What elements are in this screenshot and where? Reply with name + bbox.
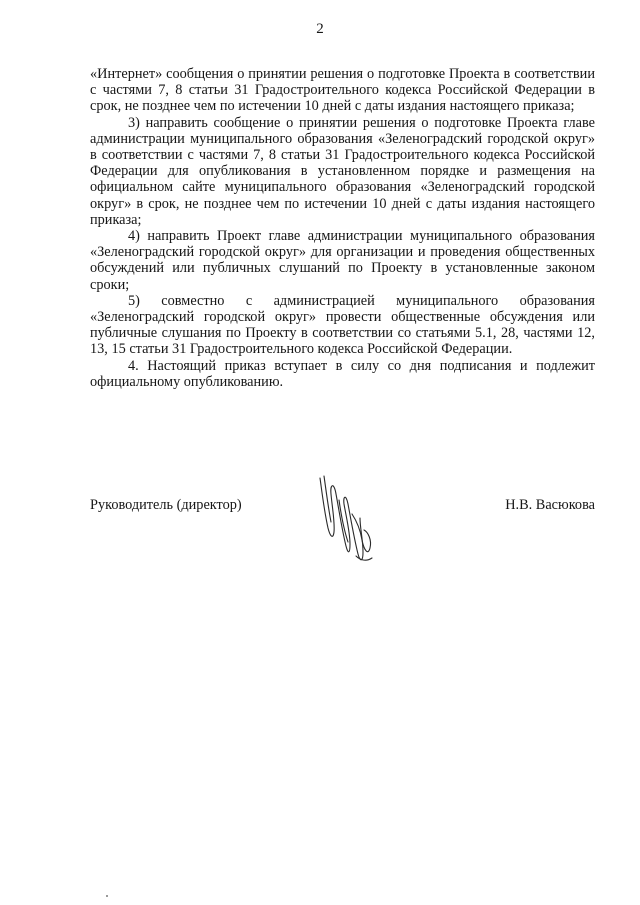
paragraph-clause-4: 4. Настоящий приказ вступает в силу со дня подписания и подлежит официальному опубликованию. bbox=[90, 357, 595, 390]
document-body bbox=[90, 66, 595, 390]
paragraph-item-4: 4) направить Проект главе администрации муниципального образования «Зеленоградский городской округ» для организации и проведения общественных обсуждений или публичных слушаний по Проекту в установленные законом сроки; bbox=[90, 228, 595, 293]
paragraph-item-5: 5) совместно с администрацией муниципального образования «Зеленоградский городской округ» провести общественные обсуждения или публичные слушания по Проекту в соответствии со статьями 5.1, 28, частями 12, 13, 15 статьи 31 Градостроительного кодекса Российской Федерации. bbox=[90, 292, 595, 358]
signatory-name: Н.В. Васюкова bbox=[505, 497, 595, 513]
scan-speck bbox=[106, 895, 108, 897]
paragraph-item-3: 3) направить сообщение о принятии решения о подготовке Проекта главе администрации муниципального образования «Зеленоградский городской округ» в соответствии с частями 7, 8 статьи 31 Градостроительного кодекса Российской Федерации для опубликования в установленном порядке и размещения на официальном сайте муниципального образования «Зеленоградский городской округ» в срок, не позднее чем по истечении 10 дней с даты издания настоящего приказа; bbox=[90, 114, 595, 228]
page-number: 2 bbox=[316, 21, 324, 37]
paragraph-internet-notice: «Интернет» сообщения о принятии решения о подготовке Проекта в соответствии с частями 7, 8 статьи 31 Градостроительного кодекса Российской Федерации в срок, не позднее чем по истечении 10 дней с даты издания настоящего приказа; bbox=[90, 66, 595, 115]
handwritten-signature bbox=[312, 470, 382, 570]
signatory-title: Руководитель (директор) bbox=[90, 497, 242, 513]
